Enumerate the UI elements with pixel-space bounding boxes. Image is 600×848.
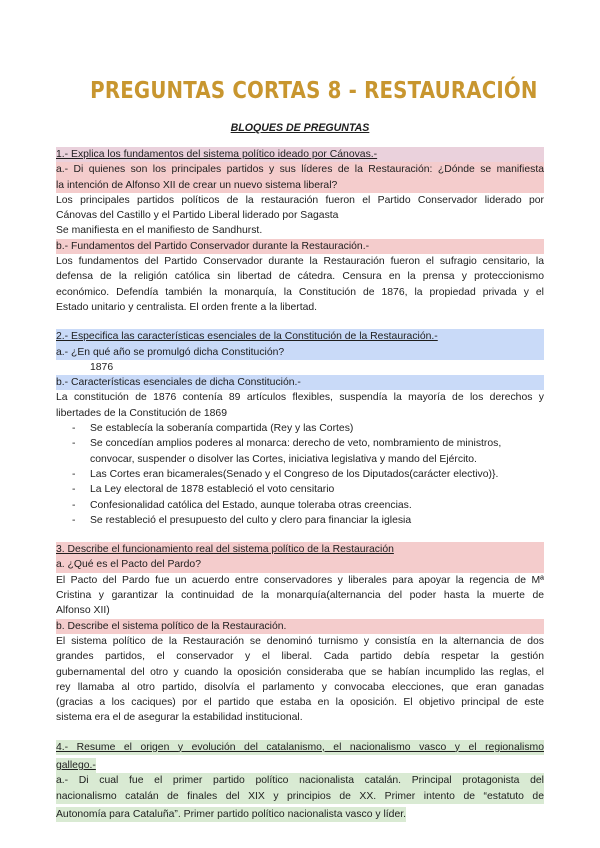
document-subtitle: BLOQUES DE PREGUNTAS (230, 122, 370, 134)
section-4-question-a-line-3: Autonomía para Cataluña”. Primer partido político nacionalista vasco y líder. (56, 807, 406, 822)
section-1-answer-b-line-1: Los fundamentos del Partido Conservador durante la Restauración fueron el sufragio censitario, la (56, 256, 544, 268)
section-3-question-a: a. ¿Qué es el Pacto del Pardo? (56, 557, 544, 572)
section-1-answer-b-line-3: económico. Defendía también la monarquía, la Constitución de 1876, la propiedad privada y el (56, 286, 544, 298)
section-3-heading: 3. Describe el funcionamiento real del sistema político de la Restauración (56, 542, 544, 557)
section-2-answer-b-line-2: libertades de la Constitución de 1869 (56, 407, 227, 419)
list-item: - Las Cortes eran bicamerales(Senado y el Congreso de los Diputados(carácter electivo)}. (56, 467, 544, 482)
section-3-answer-b-line-1: El sistema político de la Restauración se denominó turnismo y consistía en la alternancia de dos (56, 635, 544, 647)
section-1-answer-a-line-2: Cánovas del Castillo y el Partido Liberal liderado por Sagasta (56, 210, 339, 222)
section-2-answer-a: 1876 (90, 361, 114, 373)
section-3-answer-b-line-4: rey llamaba al otro partido, disolvía el parlamento y convocaba elecciones, que eran ganadas (56, 681, 544, 693)
section-2-bullet-list (56, 421, 544, 528)
list-item: - Se restableció el presupuesto del culto y clero para financiar la iglesia (56, 513, 544, 528)
list-item-continuation: convocar, suspender o disolver las Cortes, iniciativa legislativa y mando del Ejército. (90, 453, 477, 465)
section-1-question-b: b.- Fundamentos del Partido Conservador durante la Restauración.- (56, 239, 544, 254)
list-item: - Se establecía la soberanía compartida (Rey y las Cortes) (56, 421, 544, 436)
section-1-question-a-line-2: la intención de Alfonso XII de crear un nuevo sistema liberal? (56, 178, 544, 193)
document-title: PREGUNTAS CORTAS 8 - RESTAURACIÓN (90, 78, 538, 104)
section-1 (56, 147, 544, 315)
spacer (56, 726, 544, 740)
section-3-answer-a-line-2: Cristina y garantizar la continuidad de la monarquía(alternancia del poder hasta la muerte de (56, 590, 544, 602)
section-2-heading: 2.- Especifica las características esenciales de la Constitución de la Restauración.- (56, 329, 544, 344)
section-3-answer-a-line-1: El Pacto del Pardo fue un acuerdo entre conservadores y liberales para apoyar la regencia de Mª (56, 574, 544, 586)
list-item: - Se concedían amplios poderes al monarca: derecho de veto, nombramiento de ministros, (56, 436, 544, 451)
section-4-question-a-line-1: a.- Di cual fue el primer partido político nacionalista catalán. Principal protagonista del (56, 773, 544, 788)
section-4 (56, 740, 544, 822)
spacer (56, 528, 544, 542)
section-2-answer-b-line-1: La constitución de 1876 contenía 89 artículos flexibles, suspendía la mayoría de los derechos y (56, 392, 544, 404)
section-1-answer-b-line-2: defensa de la religión católica sin libertad de cátedra. Censura en la prensa y proteccionismo (56, 271, 544, 283)
section-3-answer-b-line-3: gubernamental del otro y cuando la oposición consideraba que se habían incumplido las reglas, el (56, 666, 544, 678)
section-1-answer-a-line-1: Los principales partidos políticos de la restauración fueron el Partido Conservador liderado por (56, 194, 544, 206)
section-4-heading-line-2: gallego.- (56, 758, 96, 773)
spacer (56, 315, 544, 329)
list-item: - Confesionalidad católica del Estado, aunque toleraba otras creencias. (56, 498, 544, 513)
section-1-heading: 1.- Explica los fundamentos del sistema político ideado por Cánovas.- (56, 147, 544, 162)
section-4-heading-line-1: 4.- Resume el origen y evolución del catalanismo, el nacionalismo vasco y el regionalismo (56, 740, 544, 755)
section-2-question-a: a.- ¿En qué año se promulgó dicha Constitución? (56, 345, 544, 360)
section-3-answer-b-line-6: sistema era el de asegurar la estabilidad institucional. (56, 712, 303, 724)
section-2 (56, 329, 544, 528)
section-3 (56, 542, 544, 726)
section-1-question-a-line-1: a.- Di quienes son los principales partidos y sus líderes de la Restauración: ¿Dónde se manifiesta (56, 162, 544, 177)
section-3-answer-b-line-2: grandes partidos, el conservador y el liberal. Cada partido debía respetar la gestión (56, 651, 544, 663)
section-3-answer-a-line-3: Alfonso XII) (56, 605, 110, 617)
section-1-answer-a-line-3: Se manifiesta en el manifiesto de Sandhurst. (56, 225, 263, 237)
section-4-question-a-line-2: nacionalismo catalán de finales del XIX y principios de XX. Primer intento de “estatuto de (56, 789, 544, 804)
section-2-question-b: b.- Características esenciales de dicha Constitución.- (56, 375, 544, 390)
section-3-question-b: b. Describe el sistema político de la Restauración. (56, 619, 544, 634)
list-item: - La Ley electoral de 1878 estableció el voto censitario (56, 482, 544, 497)
section-3-answer-b-line-5: (gracias a los caciques) por el partido que estaba en la oposición. El objetivo principal de este (56, 697, 544, 709)
section-1-answer-b-line-4: Estado unitario y centralista. El orden frente a la libertad. (56, 301, 318, 313)
